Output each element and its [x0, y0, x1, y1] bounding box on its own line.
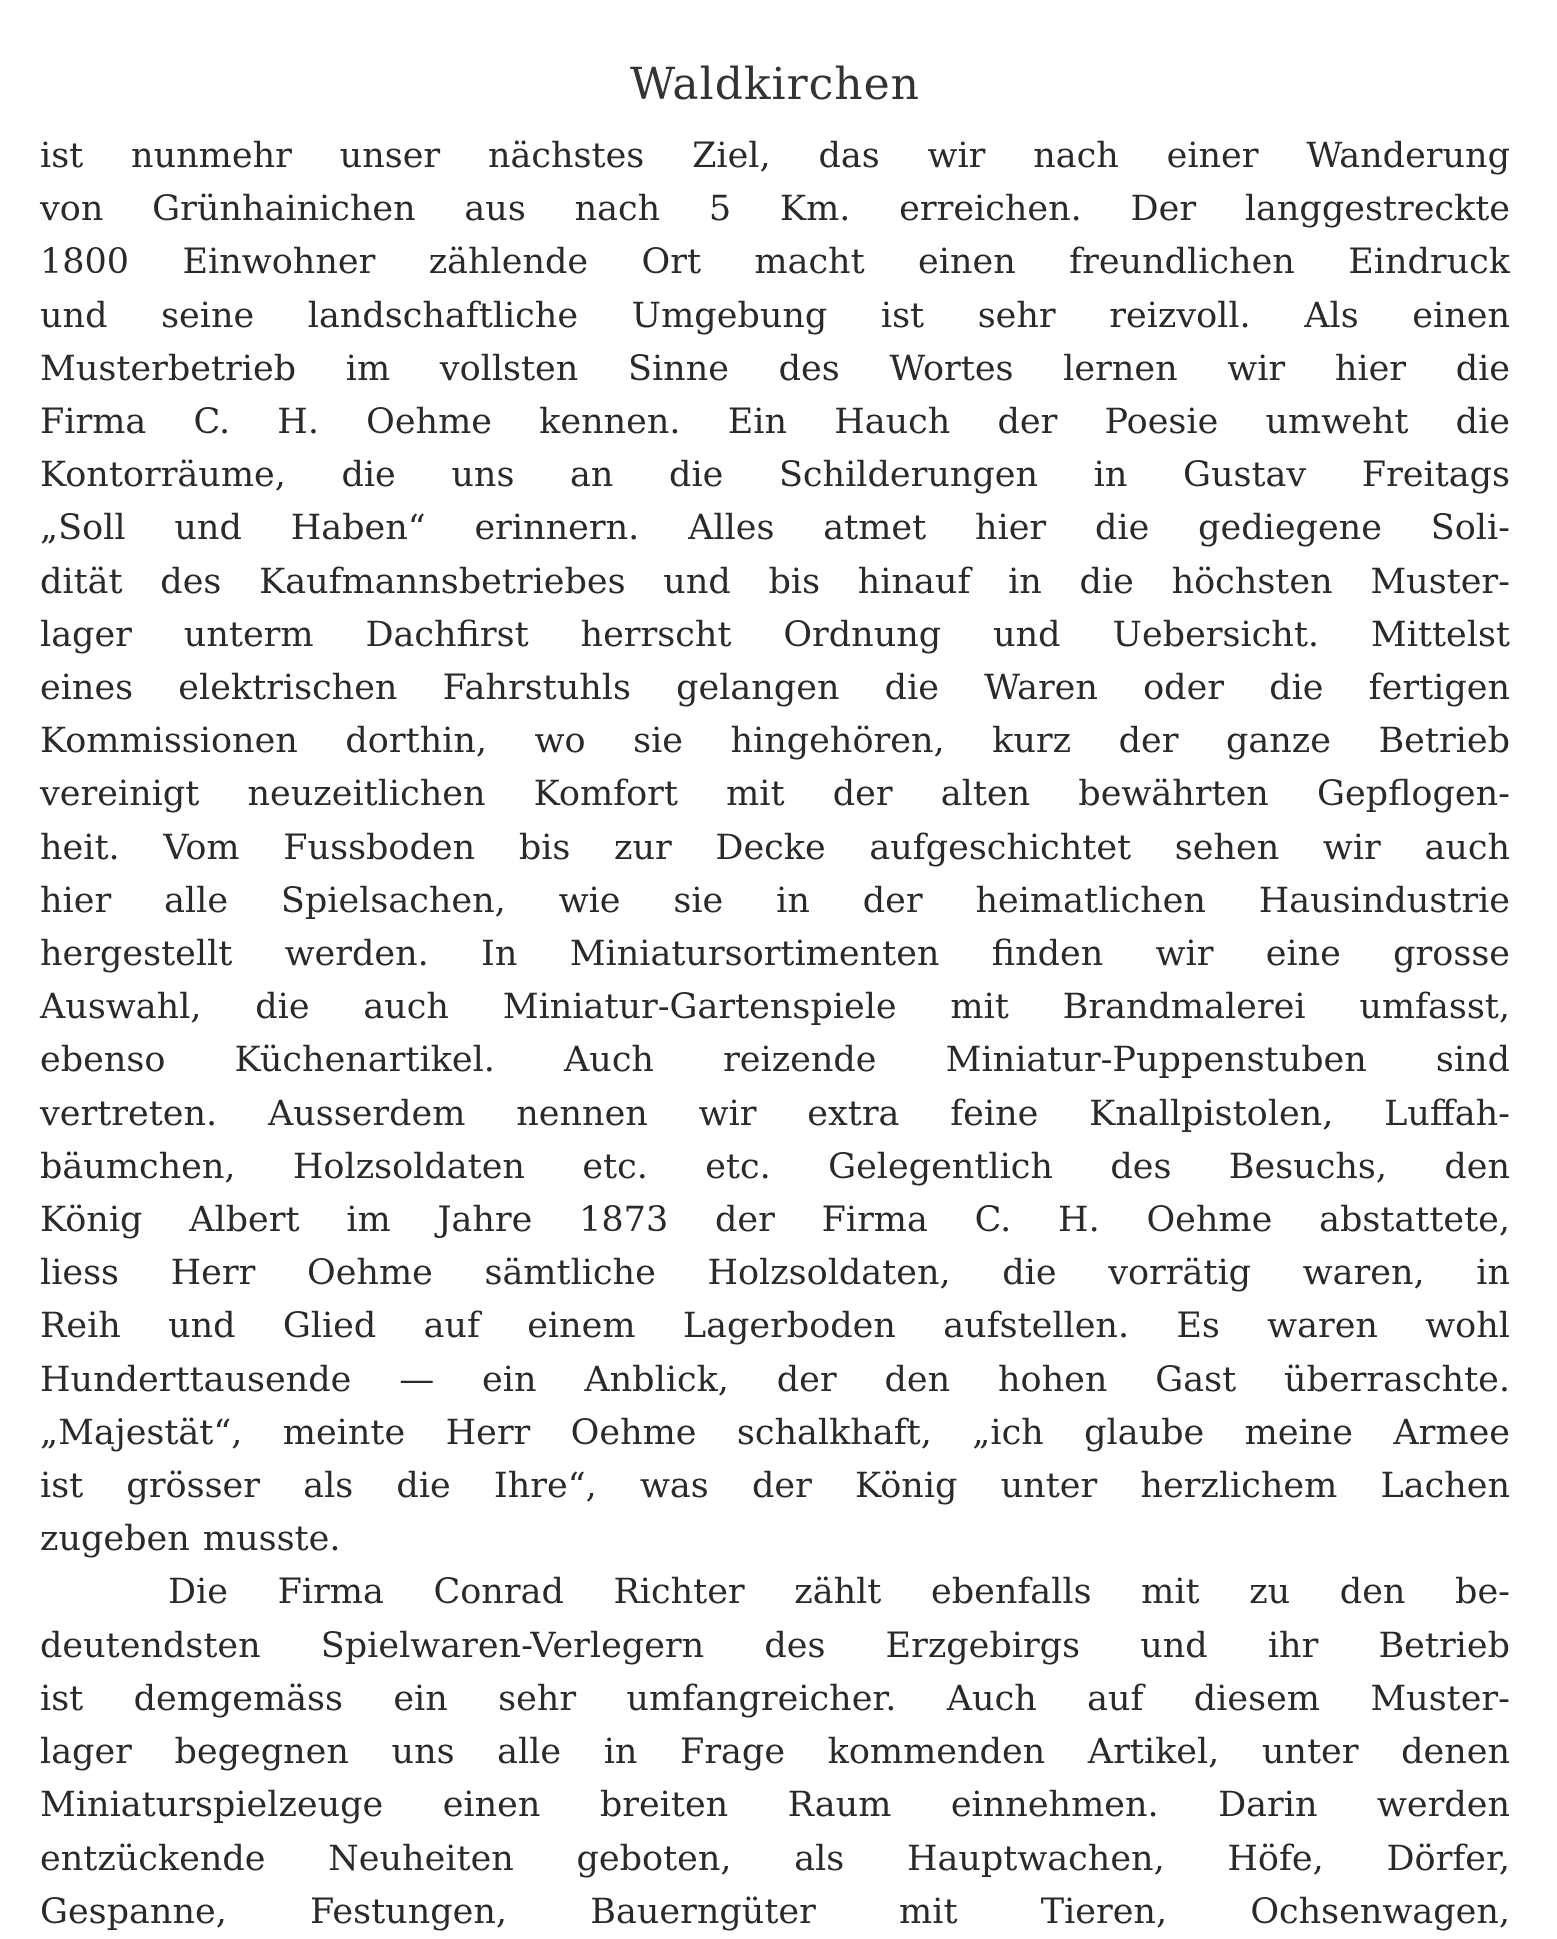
text-line: entzückende Neuheiten geboten, als Hauptwachen, Höfe, Dörfer, — [40, 1838, 1510, 1879]
text-line: Musterbetrieb im vollsten Sinne des Wortes lernen wir hier die — [40, 348, 1510, 389]
text-line: Miniaturspielzeuge einen breiten Raum einnehmen. Darin werden — [40, 1785, 1510, 1826]
text-line: „Majestät“, meinte Herr Oehme schalkhaft, „ich glaube meine Armee — [40, 1412, 1510, 1453]
document-page — [40, 50, 1510, 1939]
text-line: von Grünhainichen aus nach 5 Km. erreichen. Der langgestreckte — [40, 189, 1510, 230]
text-line: bäumchen, Holzsoldaten etc. etc. Gelegentlich des Besuchs, den — [40, 1146, 1510, 1187]
text-line: Firma C. H. Oehme kennen. Ein Hauch der Poesie umweht die — [40, 402, 1510, 443]
text-line: deutendsten Spielwaren-Verlegern des Erzgebirgs und ihr Betrieb — [40, 1625, 1510, 1666]
text-line: Auswahl, die auch Miniatur-Gartenspiele mit Brandmalerei umfasst, — [40, 987, 1510, 1028]
text-line: 1800 Einwohner zählende Ort macht einen freundlichen Eindruck — [40, 242, 1510, 283]
text-line: „Soll und Haben“ erinnern. Alles atmet hier die gediegene Soli- — [40, 508, 1510, 549]
text-line: ist grösser als die Ihre“, was der König unter herzlichem Lachen — [40, 1466, 1510, 1507]
text-line: Reih und Glied auf einem Lagerboden aufstellen. Es waren wohl — [40, 1306, 1510, 1347]
text-line: vereinigt neuzeitlichen Komfort mit der alten bewährten Gepflogen- — [40, 774, 1510, 815]
text-line: lager begegnen uns alle in Frage kommenden Artikel, unter denen — [40, 1732, 1510, 1773]
text-line: liess Herr Oehme sämtliche Holzsoldaten, die vorrätig waren, in — [40, 1253, 1510, 1294]
text-line: ist nunmehr unser nächstes Ziel, das wir nach einer Wanderung — [40, 136, 1510, 176]
paragraph-richter — [40, 1566, 1510, 1938]
text-line: und seine landschaftliche Umgebung ist sehr reizvoll. Als einen — [40, 295, 1510, 336]
section-heading: Waldkirchen — [630, 59, 920, 110]
text-line: vertreten. Ausserdem nennen wir extra feine Knallpistolen, Luffah- — [40, 1093, 1510, 1134]
paragraph-oehme — [40, 130, 1510, 1566]
text-line: ebenso Küchenartikel. Auch reizende Miniatur-Puppenstuben sind — [40, 1040, 1510, 1081]
text-line: heit. Vom Fussboden bis zur Decke aufgeschichtet sehen wir auch — [40, 827, 1510, 868]
text-line: ist demgemäss ein sehr umfangreicher. Auch auf diesem Muster- — [40, 1678, 1510, 1719]
text-line: Kontorräume, die uns an die Schilderungen in Gustav Freitags — [40, 455, 1510, 496]
text-line: König Albert im Jahre 1873 der Firma C. H. Oehme abstattete, — [40, 1200, 1510, 1241]
text-line: eines elektrischen Fahrstuhls gelangen die Waren oder die fertigen — [40, 668, 1510, 709]
text-line: lager unterm Dachfirst herrscht Ordnung und Uebersicht. Mittelst — [40, 614, 1510, 655]
text-line: Kommissionen dorthin, wo sie hingehören, kurz der ganze Betrieb — [40, 721, 1510, 762]
text-line: Die Firma Conrad Richter zählt ebenfalls mit zu den be- — [168, 1572, 1510, 1613]
text-line: hier alle Spielsachen, wie sie in der heimatlichen Hausindustrie — [40, 880, 1510, 921]
text-line: Hunderttausende — ein Anblick, der den hohen Gast überraschte. — [40, 1359, 1510, 1400]
text-line: dität des Kaufmannsbetriebes und bis hinauf in die höchsten Muster- — [40, 561, 1510, 602]
text-line: Gespanne, Festungen, Bauerngüter mit Tieren, Ochsenwagen, — [40, 1891, 1510, 1932]
text-line: zugeben musste. — [40, 1519, 341, 1560]
text-line: hergestellt werden. In Miniatursortimenten finden wir eine grosse — [40, 934, 1510, 975]
